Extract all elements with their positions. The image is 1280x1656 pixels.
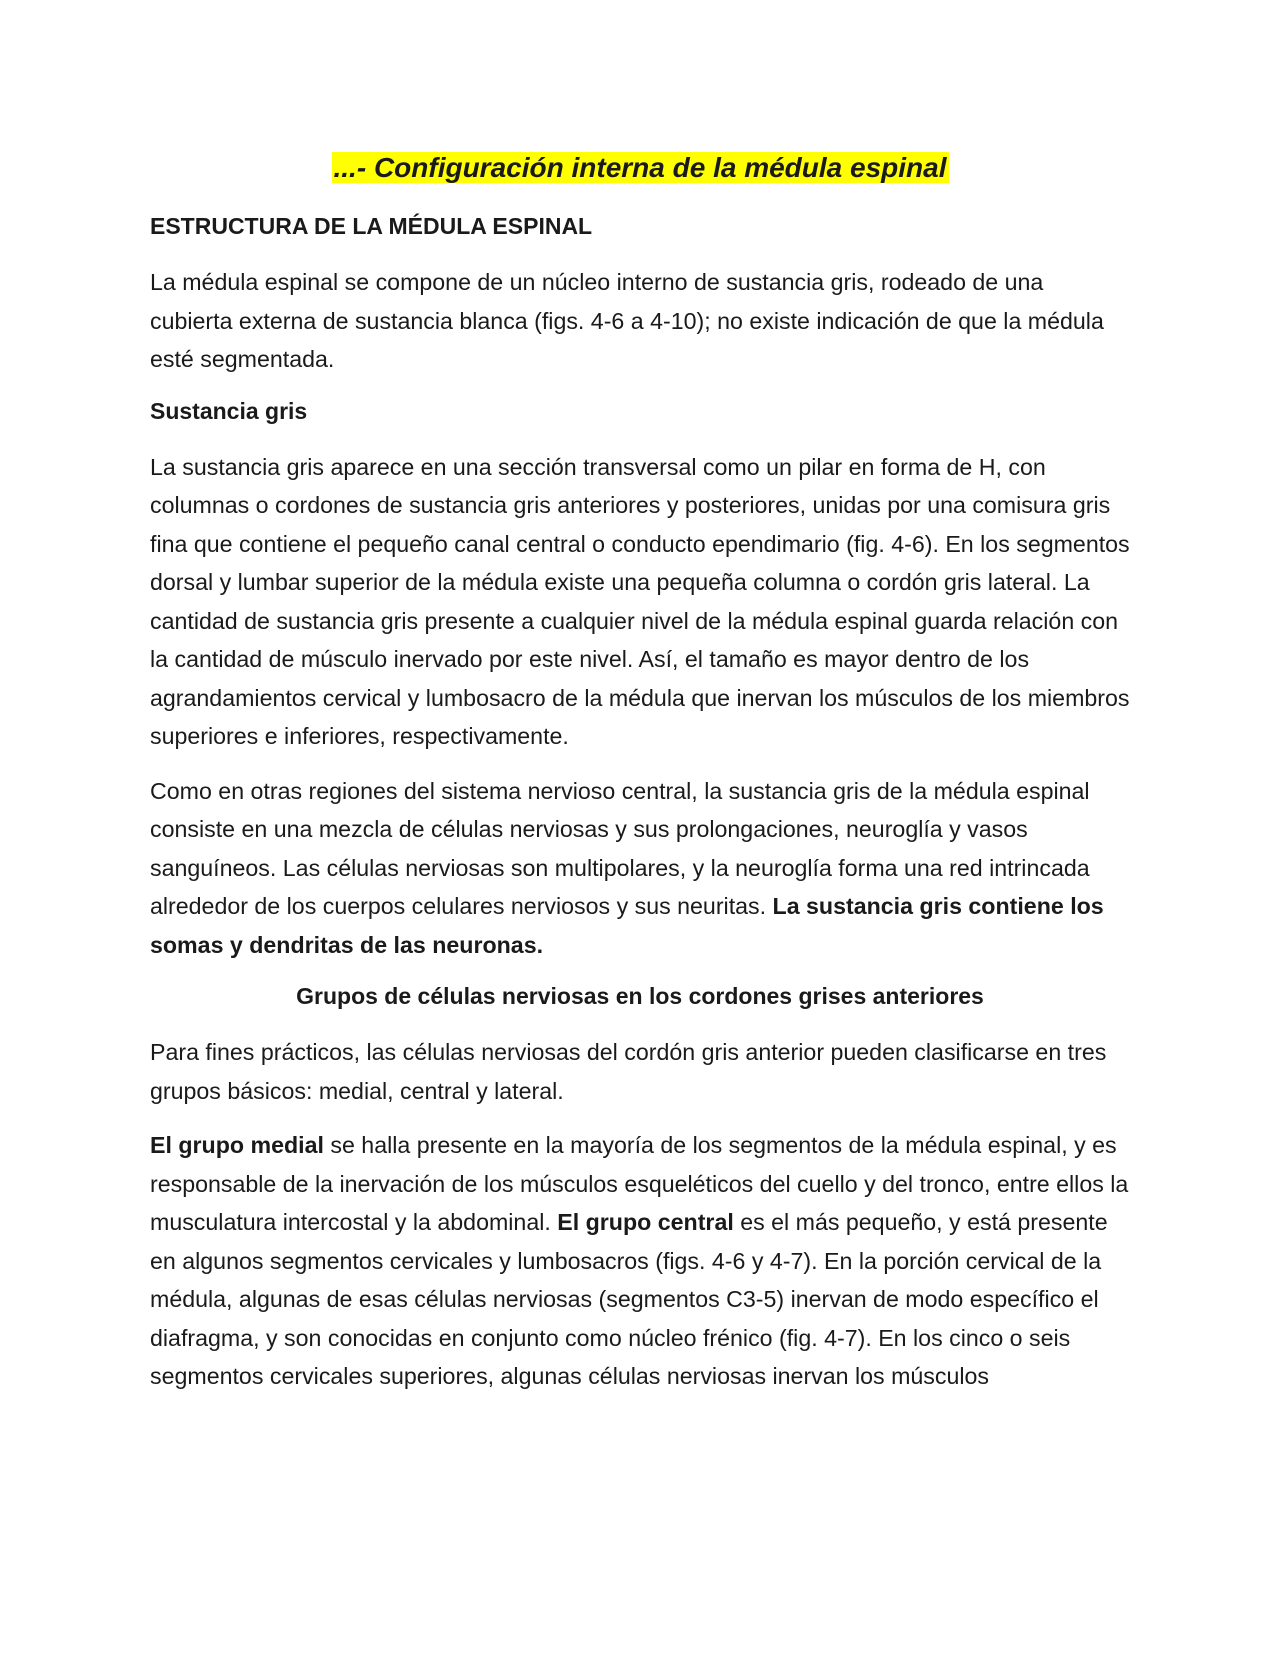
- central-group-label: El grupo central: [557, 1209, 734, 1235]
- paragraph-gray-matter: La sustancia gris aparece en una sección transversal como un pilar en forma de H, con columnas o cordones de sustancia gris anteriores y posteriores, unidas por una comisura gris fina que contiene el pequeño canal central o conducto ependimario (fig. 4-6). En los segmentos dorsal y lumbar superior de la médula existe una pequeña columna o cordón gris lateral. La cantidad de sustancia gris presente a cualquier nivel de la médula espinal guarda relación con la cantidad de músculo inervado por este nivel. Así, el tamaño es mayor dentro de los agrandamientos cervical y lumbosacro de la médula que inervan los músculos de los miembros superiores e inferiores, respectivamente.: [150, 453, 1130, 749]
- paragraph-composition-bold: La sustancia gris contiene los somas y dendritas de las neuronas.: [150, 893, 1104, 958]
- page-title: ...- Configuración interna de la médula espinal: [333, 152, 947, 183]
- central-group-text: es el más pequeño, y está presente en algunos segmentos cervicales y lumbosacros (figs. 4-6 y 4-7). En la porción cervical de la médula, algunas de esas células nerviosas (segmentos C3-5) inervan de modo específico el diafragma, y son conocidas en conjunto como núcleo frénico (fig. 4-7). En los cinco o seis segmentos cervicales superiores, algunas células nerviosas inervan los músculos: [150, 1209, 1108, 1389]
- section-heading-gray-matter: Sustancia gris: [150, 397, 308, 424]
- medial-group-label: El grupo medial: [150, 1132, 324, 1158]
- section-heading-structure: ESTRUCTURA DE LA MÉDULA ESPINAL: [150, 213, 593, 239]
- paragraph-composition-text: Como en otras regiones del sistema nervioso central, la sustancia gris de la médula espinal consiste en una mezcla de células nerviosas y sus prolongaciones, neuroglía y vasos sanguíneos. Las células nerviosas son multipolares, y la neuroglía forma una red intrincada alrededor de los cuerpos celulares nerviosos y sus neuritas.: [150, 777, 1090, 919]
- paragraph-classification: Para fines prácticos, las células nerviosas del cordón gris anterior pueden clasificarse en tres grupos básicos: medial, central y lateral.: [150, 1039, 1107, 1104]
- section-heading-cell-groups: Grupos de células nerviosas en los cordones grises anteriores: [296, 983, 984, 1009]
- title-container: [150, 148, 1130, 188]
- paragraph-groups: [150, 1126, 1130, 1396]
- medial-group-text: se halla presente en la mayoría de los segmentos de la médula espinal, y es responsable de la inervación de los músculos esqueléticos del cuello y del tronco, entre ellos la musculatura intercostal y la abdominal.: [150, 1132, 1129, 1235]
- paragraph-intro: La médula espinal se compone de un núcleo interno de sustancia gris, rodeado de una cubierta externa de sustancia blanca (figs. 4-6 a 4-10); no existe indicación de que la médula esté segmentada.: [150, 269, 1104, 372]
- paragraph-composition: [150, 772, 1130, 965]
